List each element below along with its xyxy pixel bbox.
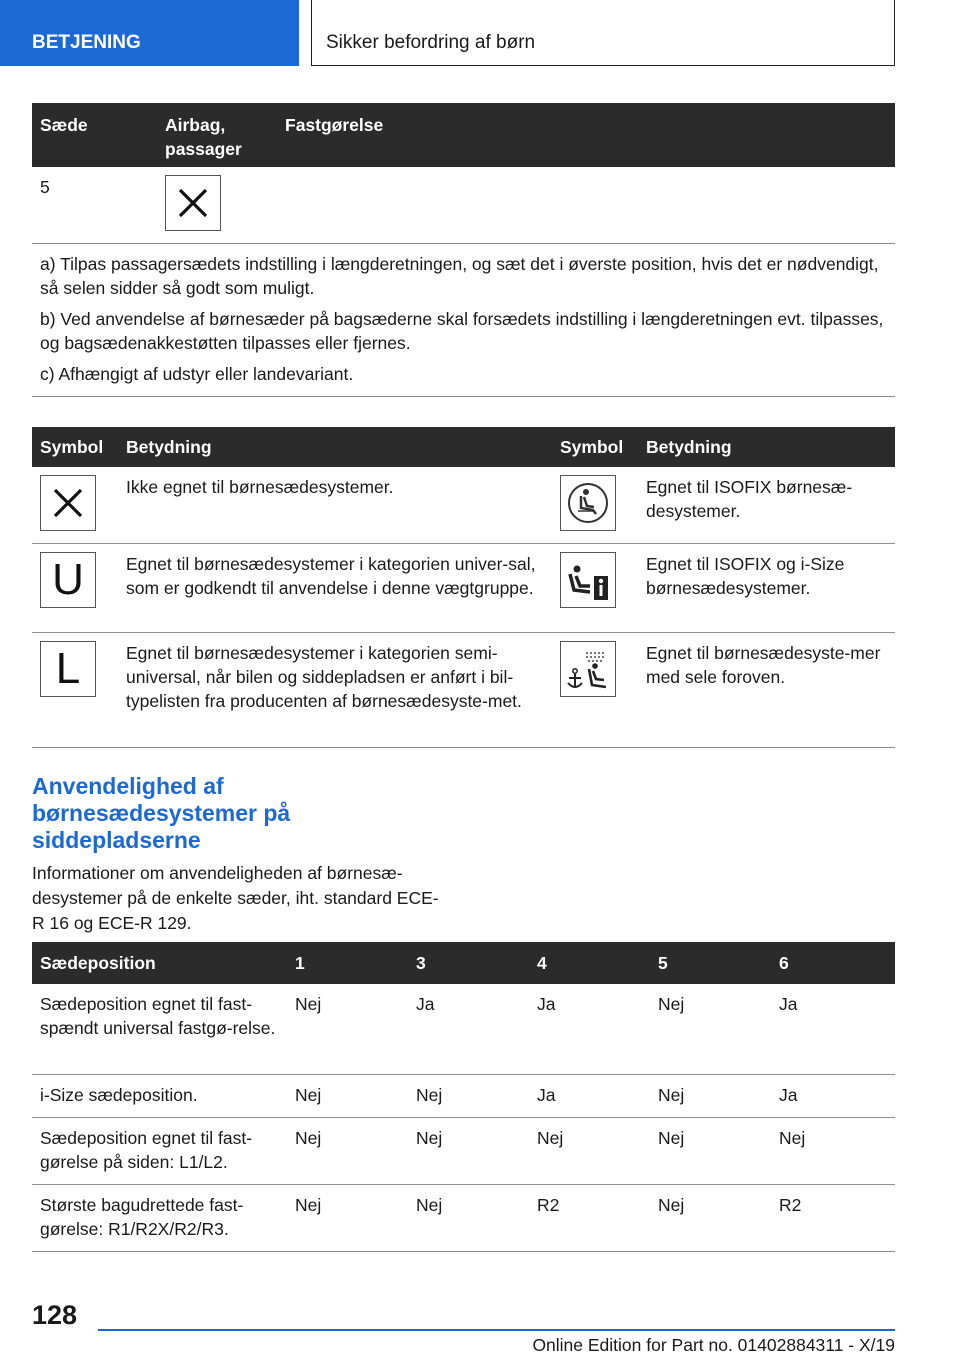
cell: Nej: [650, 984, 771, 1074]
meaning-cell: Egnet til børnesædesystemer i kategorien univer-sal, som er godkendt til anvendelse i denne vægtgruppe.: [118, 543, 552, 632]
cell: R2: [529, 1184, 650, 1251]
symbol-table-header: [32, 427, 895, 467]
note-b: b) Ved anvendelse af børnesæder på bagsæderne skal forsædets indstilling i længderetningen evt. tilpasses, og bagsædenakkestøtten tilpasses eller fjernes.: [40, 308, 884, 353]
chapter-title-box: [311, 0, 895, 66]
note-a: a) Tilpas passagersædets indstilling i længderetningen, og sæt det i øverste position, hvis det er nødvendigt, så selen sidder så godt som muligt.: [40, 253, 879, 298]
isofix-seat-icon: [560, 475, 616, 531]
col-symbol-left: Symbol: [32, 427, 118, 467]
seat-table: [32, 103, 895, 397]
position-label: Største bagudrettede fast-gørelse: R1/R2X/R2/R3.: [32, 1184, 287, 1251]
table-row: [32, 632, 895, 747]
chapter-title: Sikker befordring af børn: [326, 32, 536, 53]
cell: Nej: [408, 1117, 529, 1184]
col-meaning-left: Betydning: [118, 427, 552, 467]
seat-table-header: [32, 103, 895, 167]
col-symbol-right: Symbol: [552, 427, 638, 467]
cell: Nej: [287, 1074, 408, 1117]
symbol-cell: [32, 632, 118, 747]
meaning-cell: Egnet til ISOFIX børnesæ-desystemer.: [638, 467, 895, 543]
anchor-seat-icon: [560, 641, 616, 697]
symbol-cell: [32, 467, 118, 543]
symbol-cell: [552, 467, 638, 543]
col-position: Sædeposition: [32, 942, 287, 984]
section-label: BETJENING: [32, 32, 141, 53]
isofix-isize-icon: [560, 552, 616, 608]
x-not-suitable-icon: [165, 175, 221, 231]
cell: Nej: [287, 1184, 408, 1251]
table-row: [32, 167, 895, 243]
col-3: 3: [408, 942, 529, 984]
cell: Ja: [408, 984, 529, 1074]
seat-number: 5: [32, 167, 157, 243]
table-row: [32, 1184, 895, 1251]
position-label: Sædeposition egnet til fast-spændt universal fastgø-relse.: [32, 984, 287, 1074]
cell: Nej: [408, 1184, 529, 1251]
fastening-cell: [277, 167, 895, 243]
table-row: [32, 543, 895, 632]
page-number: 128: [32, 1300, 78, 1330]
table-row: [32, 984, 895, 1074]
section-body: Informationer om anvendeligheden af børnesæ-desystemer på de enkelte sæder, iht. standard ECE-R 16 og ECE-R 129.: [32, 863, 439, 933]
airbag-cell: [157, 167, 277, 243]
cell: Nej: [650, 1184, 771, 1251]
x-not-suitable-icon: [40, 475, 96, 531]
meaning-cell: Egnet til børnesædesyste-mer med sele foroven.: [638, 632, 895, 747]
symbol-cell: [32, 543, 118, 632]
col-5: 5: [650, 942, 771, 984]
section-heading: Anvendelighed af børnesædesystemer på siddepladserne: [32, 773, 291, 853]
position-table: [32, 942, 895, 1252]
col-meaning-right: Betydning: [638, 427, 895, 467]
symbol-cell: [552, 543, 638, 632]
cell: Nej: [650, 1074, 771, 1117]
symbol-table: [32, 427, 895, 748]
section-tab: [0, 0, 299, 66]
cell: Ja: [529, 1074, 650, 1117]
col-airbag: Airbag, passager: [157, 103, 277, 167]
col-fastening: Fastgørelse: [277, 103, 895, 167]
position-table-header: [32, 942, 895, 984]
letter-u-icon: U: [40, 552, 96, 608]
cell: Nej: [771, 1117, 895, 1184]
table-row: [32, 467, 895, 543]
cell: Nej: [287, 1117, 408, 1184]
note-c: c) Afhængigt af udstyr eller landevariant.: [40, 363, 354, 384]
cell: Ja: [771, 1074, 895, 1117]
meaning-cell: Egnet til ISOFIX og i-Size børnesædesystemer.: [638, 543, 895, 632]
cell: Nej: [650, 1117, 771, 1184]
cell: Nej: [529, 1117, 650, 1184]
col-1: 1: [287, 942, 408, 984]
col-6: 6: [771, 942, 895, 984]
cell: Nej: [287, 984, 408, 1074]
col-seat: Sæde: [32, 103, 157, 167]
col-4: 4: [529, 942, 650, 984]
notes-cell: [32, 243, 895, 396]
letter-l-icon: L: [40, 641, 96, 697]
cell: R2: [771, 1184, 895, 1251]
table-row: [32, 1117, 895, 1184]
cell: Ja: [771, 984, 895, 1074]
position-label: i-Size sædeposition.: [32, 1074, 287, 1117]
cell: Ja: [529, 984, 650, 1074]
cell: Nej: [408, 1074, 529, 1117]
symbol-cell: [552, 632, 638, 747]
footer-divider: [98, 1329, 895, 1331]
table-row: [32, 1074, 895, 1117]
position-label: Sædeposition egnet til fast-gørelse på siden: L1/L2.: [32, 1117, 287, 1184]
notes-row: [32, 243, 895, 396]
meaning-cell: Egnet til børnesædesystemer i kategorien semi-universal, når bilen og siddepladsen er anført i bil-typelisten fra producenten af børnesædesyste-met.: [118, 632, 552, 747]
meaning-cell: Ikke egnet til børnesædesystemer.: [118, 467, 552, 543]
edition-footer: Online Edition for Part no. 01402884311 - X/19: [532, 1335, 895, 1355]
